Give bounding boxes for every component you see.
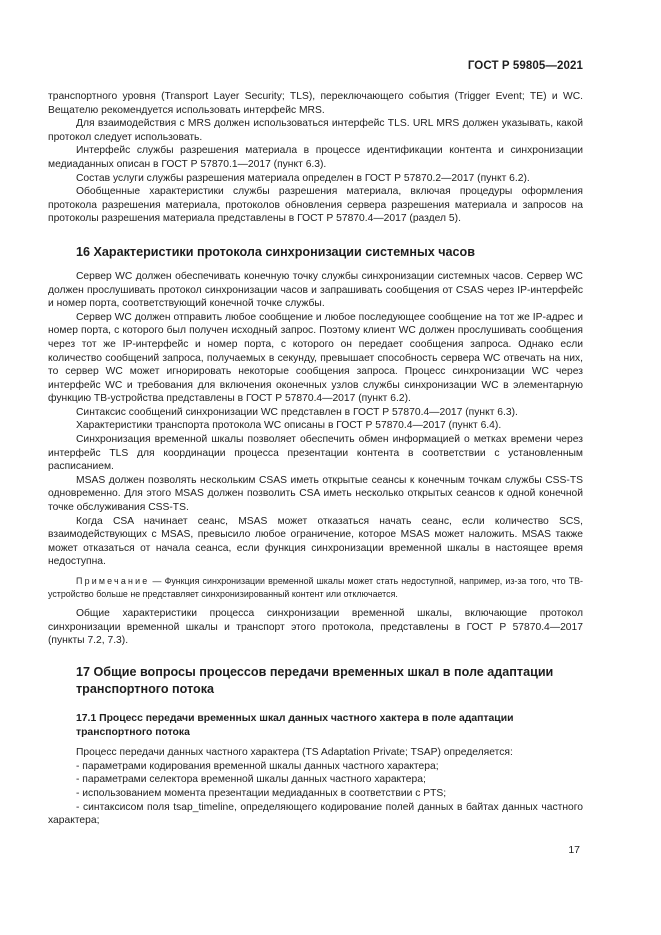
list-item: - синтаксисом поля tsap_timeline, определяющего кодирование полей данных в байтах данных частного характера; — [48, 801, 583, 827]
subsection-17-1-heading: 17.1 Процесс передачи временных шкал данных частного хактера в поле адаптации транспортного потока — [76, 712, 514, 738]
section-17-heading: 17 Общие вопросы процессов передачи временных шкал в поле адаптации транспортного потока — [76, 664, 554, 696]
note — [48, 575, 583, 600]
note-label: Примечание — [76, 576, 150, 586]
paragraph: Общие характеристики процесса синхронизации временной шкалы, включающие протокол синхронизации временной шкалы и транспорт этого протокола, представлены в ГОСТ Р 57870.4—2017 (пункты 7.2, 7.3). — [48, 608, 583, 647]
paragraph: Для взаимодействия с MRS должен использоваться интерфейс TLS. URL MRS должен указывать, какой протокол следует использовать. — [48, 118, 583, 143]
list-item: - параметрами селектора временной шкалы данных частного характера; — [76, 774, 426, 786]
paragraph: Сервер WC должен отправить любое сообщение и любое последующее сообщение на тот же IP-адрес и номер порта, с которого был получен исходный запрос. Поэтому клиент WC должен прослушивать сообщения через тот же IP-интерфейс и номер порта, с которого он передает сообщения запроса. Однако если количество сообщений запроса, получаемых в секунду, превышает способность сервера WC отвечать на них, то сервер WC может игнорировать некоторые сообщения запроса. Процесс синхронизации WC через интерфейс WC и требования для включения оконечных узлов службы синхронизации WC в элементарную функцию ТВ-устройства представлены в ГОСТ Р 57870.4—2017 (пункт 6.2). — [48, 311, 583, 405]
paragraph: Сервер WC должен обеспечивать конечную точку службы синхронизации системных часов. Сервер WC должен прослушивать протокол синхронизации часов и запрашивать сообщения от CSAS через IP-интерфейс и номер порта, соответствующий конечной точке службы. — [48, 270, 583, 310]
note-dash: — — [149, 576, 165, 586]
page-number: 17 — [568, 844, 580, 856]
paragraph: Синтаксис сообщений синхронизации WC представлен в ГОСТ Р 57870.4—2017 (пункт 6.3). — [76, 406, 518, 418]
standard-designation: ГОСТ Р 59805—2021 — [467, 60, 583, 72]
page-content — [48, 90, 583, 828]
paragraph: Характеристики транспорта протокола WC описаны в ГОСТ Р 57870.4—2017 (пункт 6.4). — [76, 420, 502, 432]
paragraph: Обобщенные характеристики службы разрешения материала, включая процедуры оформления протокола разрешения материала, протоколов обновления сервера разрешения материала и запросов на протоколы разрешения материала представлены в ГОСТ Р 57870.4—2017 (раздел 5). — [48, 186, 583, 225]
paragraph: MSAS должен позволять нескольким CSAS иметь открытые сеансы к конечным точкам службы CSS-TS одновременно. Для этого MSAS должен позволить CSA иметь несколько открытых сеансов к одной конечной точке обслуживания CSS-TS. — [48, 474, 583, 514]
section-16-heading: 16 Характеристики протокола синхронизации системных часов — [76, 244, 475, 259]
list-item: - параметрами кодирования временной шкалы данных частного характера; — [76, 760, 439, 772]
paragraph: транспортного уровня (Transport Layer Security; TLS), переключающего события (Trigger Event; TE) и WC. Вещателю рекомендуется использовать интерфейс MRS. — [48, 91, 583, 116]
note-text: Функция синхронизации временной шкалы может стать недоступной, например, из-за того, что ТВ-устройство больше не представляет синхронизированный контент или отключается. — [48, 576, 583, 599]
paragraph: Состав услуги службы разрешения материала определен в ГОСТ Р 57870.2—2017 (пункт 6.2). — [76, 172, 530, 184]
paragraph: Интерфейс службы разрешения материала в процессе идентификации контента и синхронизации медиаданных описан в ГОСТ Р 57870.1—2017 (пункт 6.3). — [48, 145, 583, 170]
paragraph: Синхронизация временной шкалы позволяет обеспечить обмен информацией о метках времени через интерфейс TLS для координации процесса презентации контента в соответствии с установленным расписанием. — [48, 434, 583, 473]
list-item: - использованием момента презентации медиаданных в соответствии с PTS; — [76, 787, 447, 799]
paragraph: Когда CSA начинает сеанс, MSAS может отказаться начать сеанс, если количество SCS, взаимодействующих с MSAS, превысило любое ограничение, которое MSAS может наложить. MSAS также может отказаться от начала сеанса, если функция синхронизации временной шкалы в настоящее время недоступна. — [48, 515, 583, 568]
paragraph: Процесс передачи данных частного характера (TS Adaptation Private; TSAP) определяется: — [76, 747, 513, 759]
